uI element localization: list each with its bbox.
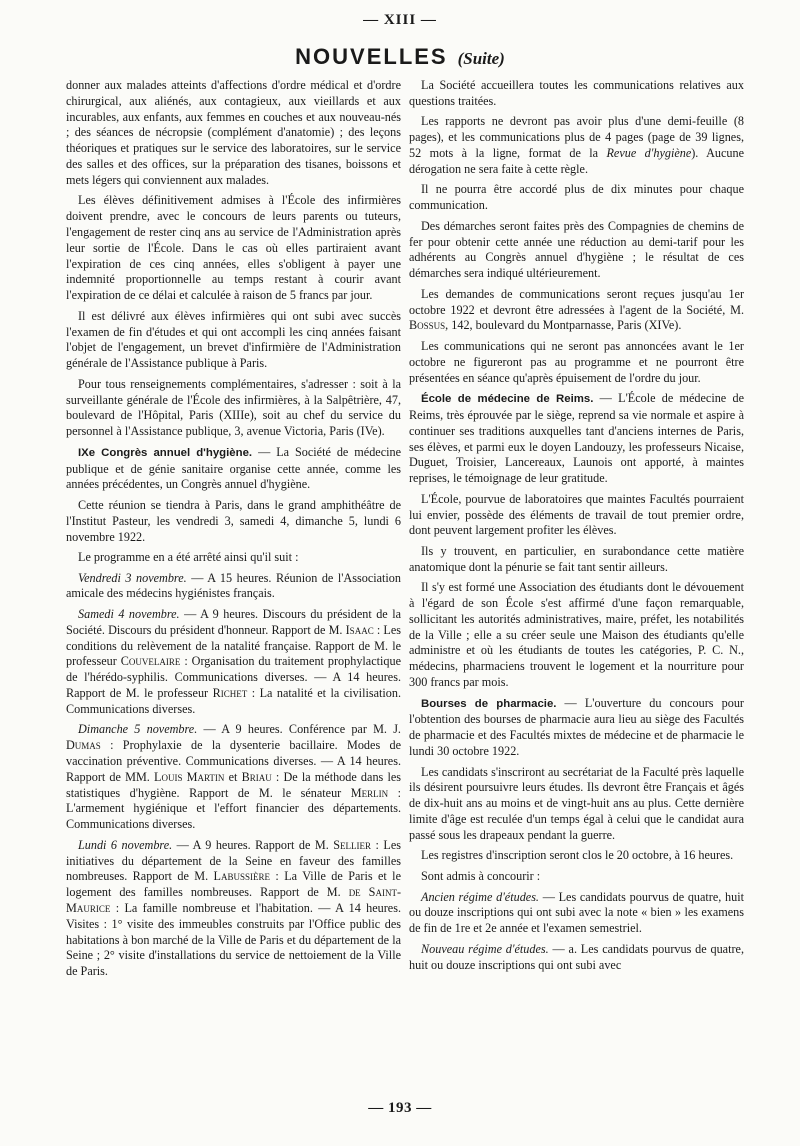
paragraph: La Société accueillera toutes les communications relatives aux questions traitées. — [409, 78, 744, 108]
page-number: — 193 — — [368, 1100, 432, 1116]
paragraph-text: et — [224, 769, 242, 784]
paragraph-text: : Les initiatives du département de la Seine en faveur des familles nombreuses. Rapport de M. — [66, 837, 401, 884]
paragraph: Le programme en a été arrêté ainsi qu'il suit : — [78, 550, 299, 565]
section-title: NOUVELLES — [295, 44, 448, 69]
paragraph-text: : De la méthode dans les statistiques d'hygiène. Rapport de M. le sénateur — [66, 769, 401, 800]
person-name: Sellier — [333, 837, 372, 852]
congres-heading: IXe Congrès annuel d'hygiène. — [78, 446, 253, 459]
person-name: Bossus — [409, 318, 446, 333]
regime-label: Nouveau régime d'études. — [421, 941, 549, 956]
program-samedi — [66, 607, 401, 718]
left-column — [66, 78, 401, 980]
paragraph: Sont admis à concourir : — [421, 869, 541, 884]
day-label: Samedi 4 novembre. — [78, 607, 180, 622]
paragraph-bourses — [409, 696, 744, 760]
day-label: Lundi 6 novembre. — [78, 837, 173, 852]
paragraph: donner aux malades atteints d'affections d'ordre médical et d'ordre chirurgical, aux aliénés, aux contagieux, aux vieillards et aux incurables, aux enfants, aux femmes en couches et aux nouveau-nés ; des séances de nécropsie (complément d'anatomie) ; des leçons théoriques et pratiques sur le service des laboratoires, sur le service des salles et des offices, sur la préparation des tisanes, boissons et mets légers qui conviennent aux malades. — [66, 78, 401, 187]
paragraph-reims — [409, 391, 744, 487]
person-name: Isaac — [345, 622, 374, 637]
person-name: Labussière — [213, 869, 270, 884]
paragraph-text: : La Ville de Paris et le logement des familles nombreuses. Rapport de M. — [66, 869, 401, 900]
regime-label: Ancien régime d'études. — [421, 889, 539, 904]
paragraph-text: — A 15 heures. Réunion de l'Association amicale des médecins hygiénistes français. — [66, 570, 401, 601]
paragraph: Cette réunion se tiendra à Paris, dans le grand amphithéâtre de l'Institut Pasteur, les vendredi 3, samedi 4, dimanche 5, lundi 6 novembre 1922. — [66, 497, 401, 544]
day-label: Vendredi 3 novembre. — [78, 570, 187, 585]
program-dimanche — [66, 722, 401, 833]
program-vendredi — [66, 571, 401, 603]
paragraph: Pour tous renseignements complémentaires, s'adresser : soit à la surveillante générale de l'École des infirmières, à la Salpêtrière, 47, boulevard de l'Hôpital, Paris (XIIIe), soit au chef du service du personnel à l'Assistance publique, 3, avenue Victoria, Paris (IVe). — [66, 376, 401, 439]
person-name: Merlin — [350, 785, 389, 800]
paragraph-text: — a. Les candidats pourvus de quatre, huit ou douze inscriptions qui ont subi avec — [409, 941, 744, 972]
paragraph-congres — [66, 445, 401, 493]
bourses-heading: Bourses de pharmacie. — [421, 697, 557, 710]
paragraph-text: — L'ouverture du concours pour l'obtention des bourses de pharmacie aura lieu au siège des Facultés de pharmacie et des Facultés mixtes de médecine et de pharmacie le lundi 30 octobre 1922. — [409, 695, 744, 759]
paragraph: L'École, pourvue de laboratoires que maintes Facultés pourraient lui envier, possède des éléments de travail de tout premier ordre, dont peuvent largement profiter les élèves. — [409, 491, 744, 538]
person-name: Richet — [212, 686, 248, 701]
journal-title: Revue d'hygiène — [606, 145, 692, 160]
person-name: Louis Martin — [154, 769, 225, 784]
paragraph-nouveau — [409, 942, 744, 974]
reims-heading: École de médecine de Reims. — [421, 393, 594, 406]
right-column — [409, 78, 744, 973]
paragraph-text: — La Société de médecine publique et de génie sanitaire organise cette année, comme les années précédentes, un Congrès annuel d'hygiène. — [66, 444, 401, 492]
person-name: de Saint-Maurice — [66, 885, 402, 916]
day-label: Dimanche 5 novembre. — [78, 722, 198, 737]
paragraph — [409, 114, 744, 177]
paragraph-text: : La famille nombreuse et l'habitation. — A 14 heures. Visites : 1° visite des immeubles construits par l'Office public des habitations à bon marché de la Ville de Paris et du département de la Seine ; 2° visite d'installations du service de nettoiement de la Ville de Paris. — [66, 901, 401, 979]
section-header — [0, 40, 800, 77]
paragraph-text: — L'École de médecine de Reims, très éprouvée par le siège, reprend sa vie normale et aspire à continuer ses traditions auxquelles tant d'anciens internes de Paris, ses élèves, et parmi eux le doyen Landouzy, les professeurs Nicaise, Duguet, Troisier, Lancereaux, Launois ont apporté, à maintes reprises, le témoignage de leur gratitude. — [409, 391, 744, 486]
paragraph-text: : Les conditions du relèvement de la natalité française. Rapport de M. le professeur — [66, 622, 401, 669]
paragraph: Il est délivré aux élèves infirmières qui ont subi avec succès l'examen de fin d'études et qui ont accompli les cinq années faisant l'objet de l'engagement, un brevet d'infirmière de l'Administration générale de l'Assistance publique à Paris. — [66, 308, 401, 371]
paragraph-text: : La natalité et la civilisation. Communications diverses. — [66, 686, 402, 716]
paragraph: Ils y trouvent, en particulier, en surabondance cette matière anatomique dont la pénurie se fait tant sentir ailleurs. — [409, 543, 744, 574]
person-name: Couvelaire — [120, 654, 181, 669]
paragraph: Les élèves définitivement admises à l'École des infirmières doivent prendre, avec le concours de leurs parents ou tuteurs, l'engagement de rester cinq ans au service de l'Administration après leur sortie de l'École. Dans le cas où elles partiraient avant l'expiration de ces cinq années, elles s'obligent à payer une indemnité proportionnelle au temps restant à courir avant l'expiration de ce délai et calculée à raison de 5 francs par jour. — [66, 193, 401, 303]
person-name: Briau — [241, 769, 272, 784]
paragraph-text: — Les candidats pourvus de quatre, huit ou douze inscriptions qui ont subi avec la note « bien » les examens de fin de 1re et 2e année et l'examen semestriel. — [409, 889, 744, 936]
paragraph: Les candidats s'inscriront au secrétariat de la Faculté près laquelle ils désirent poursuivre leurs études. Ils devront être Français et âgés de dix-huit ans au moins et de vingt-huit ans au plus. Cette dernière limite d'âge est reculée d'un temps égal à celui que le candidat aura passé sous les drapeaux pendant la guerre. — [409, 764, 744, 842]
paragraph-text: , 142, boulevard du Montparnasse, Paris (XIVe). — [445, 318, 682, 333]
paragraph-text: ). Aucune dérogation ne sera faite à cette règle. — [409, 145, 744, 176]
person-name: Dumas — [66, 738, 101, 753]
paragraph-text: — A 9 heures. Discours du président de la Société. Discours du président d'honneur. Rapport de M. — [66, 607, 401, 637]
paragraph-text: Les rapports ne devront pas avoir plus d'une demi-feuille (8 pages), et les communications plus de 4 pages (page de 39 lignes, 52 mots à la ligne, format de la — [409, 114, 744, 160]
paragraph-text: : Organisation du traitement prophylactique de l'hérédo-syphilis. Communications diverses. — A 14 heures. Rapport de M. le professeur — [66, 654, 401, 701]
paragraph-text: — A 9 heures. Conférence par M. J. — [197, 722, 401, 737]
paragraph-text: Les demandes de communications seront reçues jusqu'au 1er octobre 1922 et devront être adressées à l'agent de la Société, M. — [409, 286, 744, 317]
program-lundi — [66, 838, 401, 980]
paragraph-text: : Prophylaxie de la dysenterie bacillaire. Modes de vaccination préventive. Communications diverses. — A 14 heures. Rapport de MM. — [66, 738, 401, 784]
section-title-suite: (Suite) — [457, 49, 505, 68]
paragraph: Les registres d'inscription seront clos le 20 octobre, à 16 heures. — [421, 848, 734, 863]
paragraph: Des démarches seront faites près des Compagnies de chemins de fer pour obtenir cette année une réduction au demi-tarif pour les adhérents au Congrès annuel d'hygiène ; le résultat de ces démarches sera indiqué ultérieurement. — [409, 218, 744, 281]
paragraph: Les communications qui ne seront pas annoncées avant le 1er octobre ne figureront pas au programme et ne pourront être présentées en séance qu'après épuisement de l'ordre du jour. — [409, 338, 744, 385]
paragraph-text: — A 9 heures. Rapport de M. — [172, 837, 334, 852]
paragraph-ancien — [409, 890, 744, 937]
paragraph: Il ne pourra être accordé plus de dix minutes pour chaque communication. — [409, 182, 744, 213]
paragraph-text: : L'armement hygiénique et l'effort financier des départements. Communications diverses. — [66, 785, 401, 832]
roman-page-number: — XIII — — [363, 12, 437, 28]
paragraph: Il s'y est formé une Association des étudiants dont le dévouement à l'égard de son École s'est affirmé d'une façon remarquable, sollicitant les autorités administratives, maire, préfet, les notabilités de la Ville ; elle a su créer seule une Maison des étudiants qu'elle administre et où les étudiants de toutes les catégories, P. C. N., médecins, pharmaciens trouvent le logement et la nourriture pour 300 francs par mois. — [409, 580, 744, 690]
paragraph — [409, 287, 744, 334]
